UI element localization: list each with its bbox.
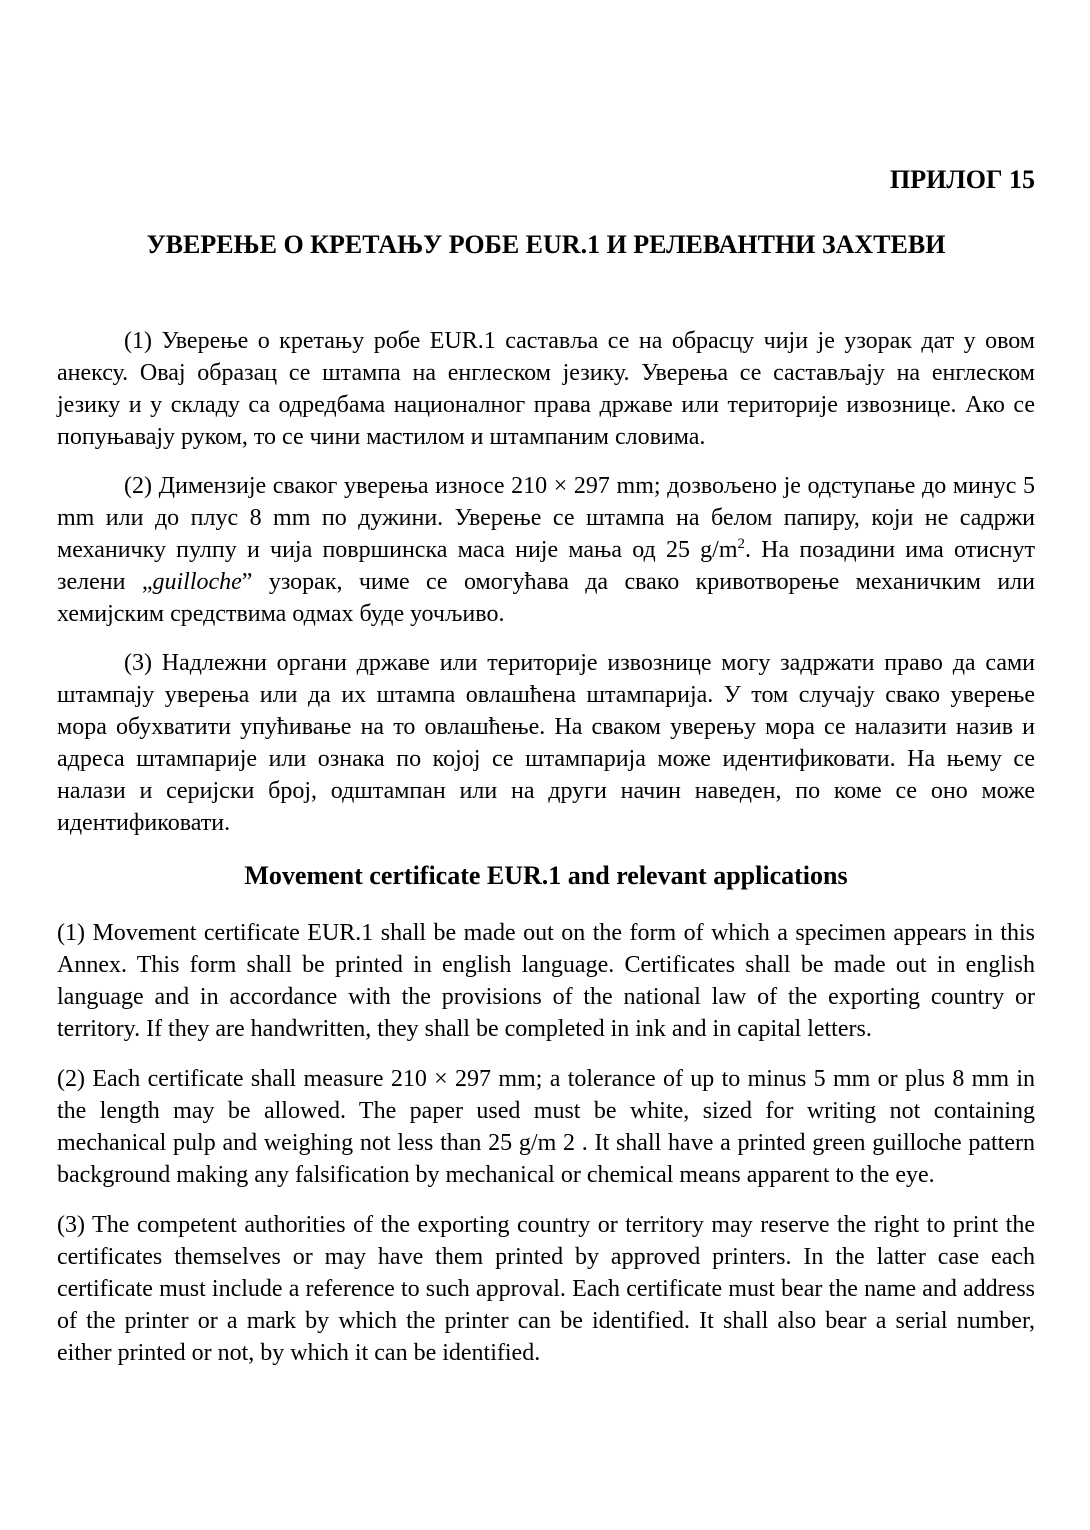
serbian-paragraph-2-text-middle: . На позадини има отиснут зелени „ [57,537,1035,595]
english-paragraph-2: (2) Each certificate shall measure 210 × 297 mm; a tolerance of up to minus 5 mm or plus 8 mm in the length may be allowed. The paper used must be white, sized for writing not containing mechanical pulp and weighing not less than 25 g/m 2 . It shall have a printed green guilloche pattern background making any falsification by mechanical or chemical means apparent to the eye. [57,1066,1035,1188]
annex-label: ПРИЛОГ 15 [890,165,1035,194]
superscript-2: 2 [737,536,745,552]
serbian-paragraph-1: (1) Уверење о кретању робе EUR.1 саставља се на обрасцу чији је узорак дат у овом анексу. Овај образац се штампа на енглеском језику. Уверења се састављају на енглеском језику и у складу са одредбама националног права државе или територије извознице. Ако се попуњавају руком, то се чини мастилом и штампаним словима. [57,328,1035,450]
serbian-paragraph-2-text-after-italic: ” узорак, чиме се омогућава да свако кривотворење механичким или хемијским средствима одмах буде уочљиво. [57,569,1035,627]
english-paragraph-1: (1) Movement certificate EUR.1 shall be made out on the form of which a specimen appears in this Annex. This form shall be printed in english language. Certificates shall be made out in english language and in accordance with the provisions of the national law of the exporting country or territory. If they are handwritten, they shall be completed in ink and in capital letters. [57,920,1035,1042]
serbian-paragraph-2-text-before-superscript: (2) Димензије сваког уверења износе 210 × 297 mm; дозвољено је одступање до минус 5 mm или до плус 8 mm по дужини. Уверење се штампа на белом папиру, који не садржи механичку пулпу и чија површинска маса није мања од 25 g/m [57,473,1035,563]
guilloche-italic-term: guilloche [152,569,242,595]
serbian-paragraph-3: (3) Надлежни органи државе или територије извознице могу задржати право да сами штампају уверења или да их штампа овлашћена штампарија. У том случају свако уверење мора обухватити упућивање на то овлашћење. На сваком уверењу мора се налазити назив и адреса штампарије или ознака по којој се штампарија може идентификовати. На њему се налази и серијски број, одштампан или на други начин наведен, по коме се оно може идентификовати. [57,650,1035,836]
english-title: Movement certificate EUR.1 and relevant applications [244,861,848,890]
serbian-paragraph-2 [57,470,1035,630]
serbian-title: УВЕРЕЊЕ О КРЕТАЊУ РОБЕ EUR.1 И РЕЛЕВАНТНИ ЗАХТЕВИ [146,230,946,259]
english-paragraph-3: (3) The competent authorities of the exporting country or territory may reserve the right to print the certificates themselves or may have them printed by approved printers. In the latter case each certificate must include a reference to such approval. Each certificate must bear the name and address of the printer or a mark by which the printer can be identified. It shall also bear a serial number, either printed or not, by which it can be identified. [57,1212,1035,1366]
